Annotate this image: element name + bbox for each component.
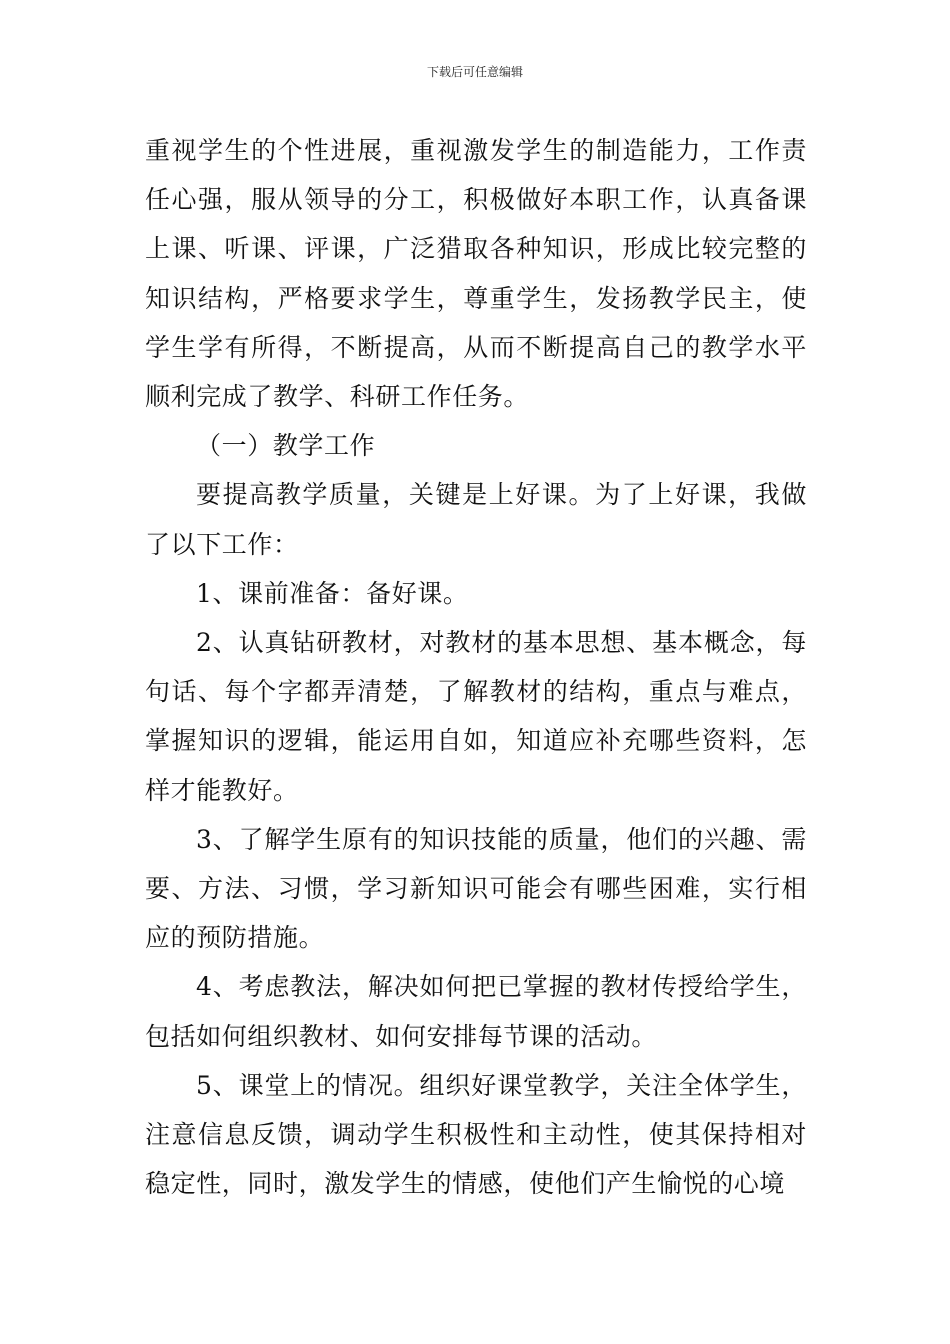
paragraph-teaching-quality: 要提高教学质量，关键是上好课。为了上好课，我做了以下工作： <box>145 480 807 559</box>
page-header: 下载后可任意编辑 <box>426 65 523 79</box>
document-body <box>145 126 807 1208</box>
list-item-1: 1、课前准备：备好课。 <box>196 578 469 608</box>
section-heading-teaching-work: （一）教学工作 <box>196 431 376 461</box>
list-item-3: 3、了解学生原有的知识技能的质量，他们的兴趣、需要、方法、习惯，学习新知识可能会有哪些困难，实行相应的预防措施。 <box>145 824 807 953</box>
list-item-5: 5、课堂上的情况。组织好课堂教学，关注全体学生，注意信息反馈，调动学生积极性和主动性，使其保持相对稳定性，同时，激发学生的情感，使他们产生愉悦的心境 <box>145 1070 807 1199</box>
list-item-2: 2、认真钻研教材，对教材的基本思想、基本概念，每句话、每个字都弄清楚，了解教材的结构，重点与难点，掌握知识的逻辑，能运用自如，知道应补充哪些资料，怎样才能教好。 <box>145 628 807 805</box>
paragraph-intro: 重视学生的个性进展，重视激发学生的制造能力，工作责任心强，服从领导的分工，积极做好本职工作，认真备课上课、听课、评课，广泛猎取各种知识，形成比较完整的知识结构，严格要求学生，尊重学生，发扬教学民主，使学生学有所得，不断提高，从而不断提高自己的教学水平顺利完成了教学、科研工作任务。 <box>145 136 807 412</box>
list-item-4: 4、考虑教法，解决如何把已掌握的教材传授给学生，包括如何组织教材、如何安排每节课的活动。 <box>145 972 807 1051</box>
